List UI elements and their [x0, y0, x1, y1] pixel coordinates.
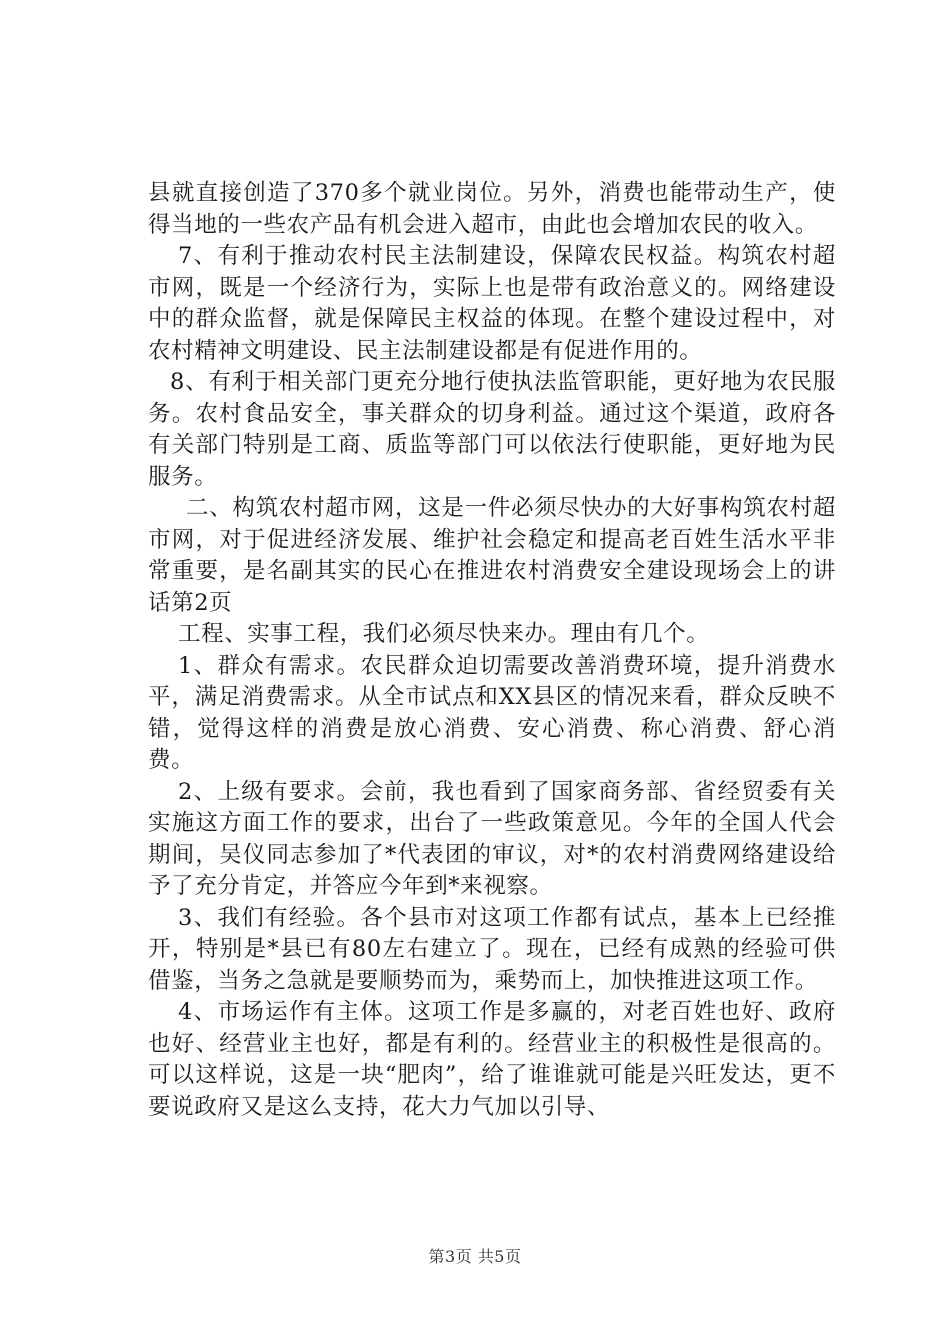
paragraph-continuation: 县就直接创造了370多个就业岗位。另外，消费也能带动生产，使得当地的一些农产品有机会进入超市，由此也会增加农民的收入。: [148, 180, 836, 238]
paragraph-reason-3: 3、我们有经验。各个县市对这项工作都有试点，基本上已经推开，特别是*县已有80左右建立了。现在，已经有成熟的经验可供借鉴，当务之急就是要顺势而为，乘势而上，加快推进这项工作。: [148, 904, 836, 994]
page-number-footer: 第3页 共5页: [428, 1247, 522, 1266]
paragraph-item-8: 8、有利于相关部门更充分地行使执法监管职能，更好地为农民服务。农村食品安全，事关群众的切身利益。通过这个渠道，政府各有关部门特别是工商、质监等部门可以依法行使职能，更好地为民服务。: [148, 369, 836, 490]
paragraph-continuation-reasons: 工程、实事工程，我们必须尽快来办。理由有几个。: [178, 621, 710, 647]
paragraph-section-2: 二、构筑农村超市网，这是一件必须尽快办的大好事构筑农村超市网，对于促进经济发展、维护社会稳定和提高老百姓生活水平非常重要，是名副其实的民心在推进农村消费安全建设现场会上的讲话第2页: [148, 495, 836, 616]
document-body: [148, 178, 836, 1123]
paragraph-item-7: 7、有利于推动农村民主法制建设，保障农民权益。构筑农村超市网，既是一个经济行为，实际上也是带有政治意义的。网络建设中的群众监督，就是保障民主权益的体现。在整个建设过程中，对农村精神文明建设、民主法制建设都是有促进作用的。: [148, 243, 836, 364]
paragraph-reason-2: 2、上级有要求。会前，我也看到了国家商务部、省经贸委有关实施这方面工作的要求，出台了一些政策意见。今年的全国人代会期间，吴仪同志参加了*代表团的审议，对*的农村消费网络建设给予了充分肯定，并答应今年到*来视察。: [148, 778, 836, 899]
paragraph-reason-4: 4、市场运作有主体。这项工作是多赢的，对老百姓也好、政府也好、经营业主也好，都是有利的。经营业主的积极性是很高的。可以这样说，这是一块“肥肉”，给了谁谁就可能是兴旺发达，更不要说政府又是这么支持，花大力气加以引导、: [148, 999, 836, 1120]
paragraph-reason-1: 1、群众有需求。农民群众迫切需要改善消费环境，提升消费水平，满足消费需求。从全市试点和XX县区的情况来看，群众反映不错，觉得这样的消费是放心消费、安心消费、称心消费、舒心消费。: [148, 652, 836, 773]
